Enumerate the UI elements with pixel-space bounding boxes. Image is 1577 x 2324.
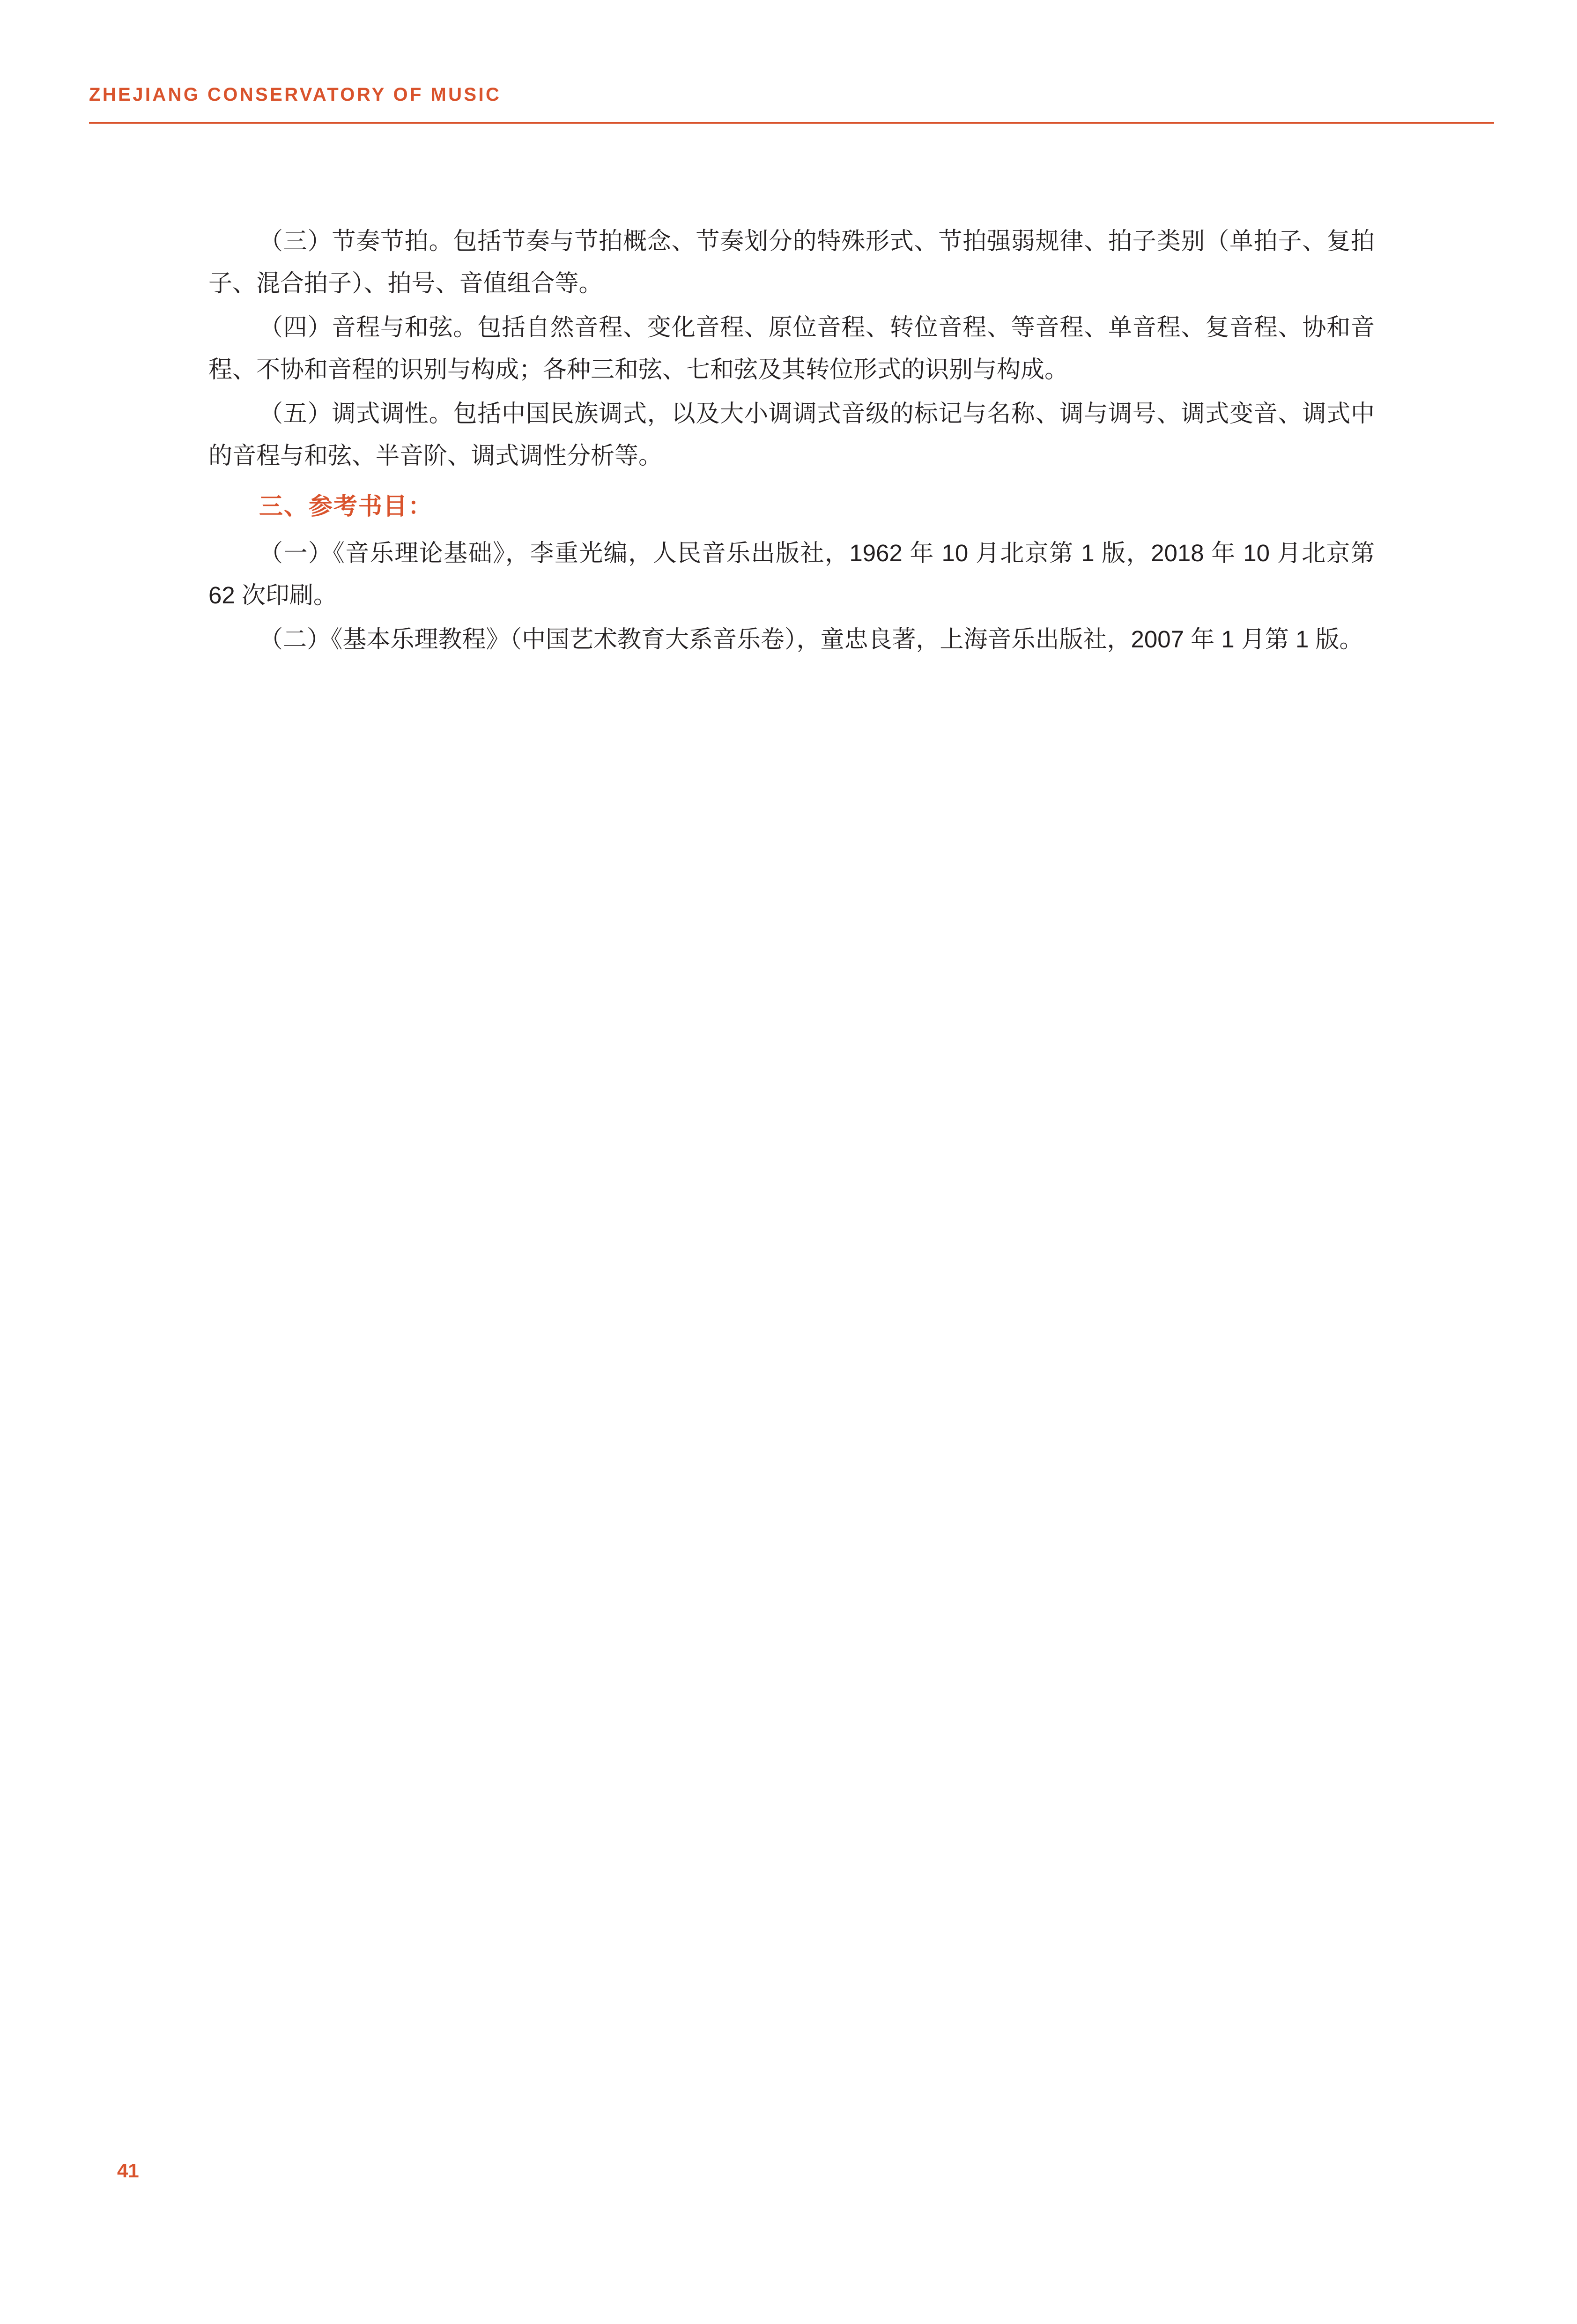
section-heading-references: 三、参考书目： <box>259 493 433 520</box>
page-number: 41 <box>117 2160 139 2182</box>
paragraph-intervals-chords: （四）音程与和弦。包括自然音程、变化音程、原位音程、转位音程、等音程、单音程、复音程、协和音程、不协和音程的识别与构成；各种三和弦、七和弦及其转位形式的识别与构成。 <box>208 314 1375 383</box>
header-divider <box>89 122 1494 124</box>
paragraph-rhythm-meter: （三）节奏节拍。包括节奏与节拍概念、节奏划分的特殊形式、节拍强弱规律、拍子类别（单拍子、复拍子、混合拍子）、拍号、音值组合等。 <box>208 228 1375 297</box>
page-header <box>89 84 1494 124</box>
paragraph-modes-tonality: （五）调式调性。包括中国民族调式，以及大小调调式音级的标记与名称、调与调号、调式变音、调式中的音程与和弦、半音阶、调式调性分析等。 <box>208 400 1375 469</box>
reference-item-1: （一）《音乐理论基础》，李重光编，人民音乐出版社，1962 年 10 月北京第 1 版，2018 年 10 月北京第 62 次印刷。 <box>208 540 1375 609</box>
institution-name: ZHEJIANG CONSERVATORY OF MUSIC <box>89 84 502 105</box>
page-content <box>208 220 1375 662</box>
reference-item-2: （二）《基本乐理教程》（中国艺术教育大系音乐卷），童忠良著，上海音乐出版社，2007 年 1 月第 1 版。 <box>259 626 1363 653</box>
